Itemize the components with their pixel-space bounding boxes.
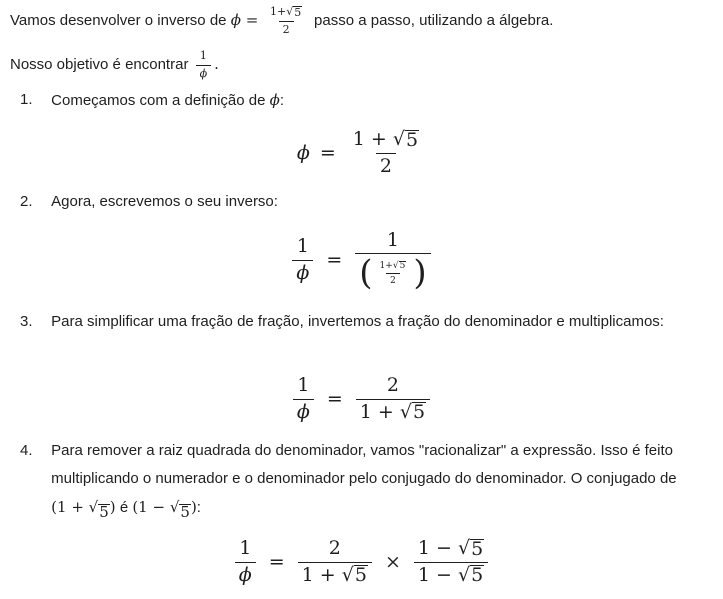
equation-1: ϕ = 1 + √ 5 2 <box>296 127 419 177</box>
list-item: 2. Agora, escrevemos o seu inverso: <box>20 193 278 210</box>
intro-paragraph: Vamos desenvolver o inverso de ϕ = 1+ √ 5 2 passo a passo, utilizando a álgebra. <box>10 5 554 36</box>
inline-math-phi-definition: ϕ = 1+ √ 5 2 <box>230 5 302 36</box>
equation-3: $\frac{1}{\phi}$ = 2 1 + √ 5 <box>0 372 723 426</box>
objective-paragraph: Nosso objetivo é encontrar $\frac{1}{\phi}$ . <box>10 49 219 80</box>
list-item: 4. Para remover a raiz quadrada do denominador, vamos "racionalizar" a expressão. Isso é feito multiplicando o numerador e o denominador pelo conjugado do denominador. O conjugado de (1 + √ 5 ) é (1 − √ 5 ): <box>20 442 677 522</box>
list-item: 1. Começamos com a definição de ϕ: <box>20 91 285 109</box>
list-item: 3. Para simplificar uma fração de fração, invertemos a fração do denominador e multiplicamos: <box>20 313 664 330</box>
equation-4: $\frac{1}{\phi}$ = 2 1 + √ 5 × 1 − √ 5 1 − √ 5 <box>0 534 723 590</box>
equation-2: $\frac{1}{\phi}$ = 1 ( 1+ √ 5 2 ) <box>0 226 723 294</box>
inline-math-inverse: $\frac{1}{\phi}$ . <box>193 55 219 73</box>
